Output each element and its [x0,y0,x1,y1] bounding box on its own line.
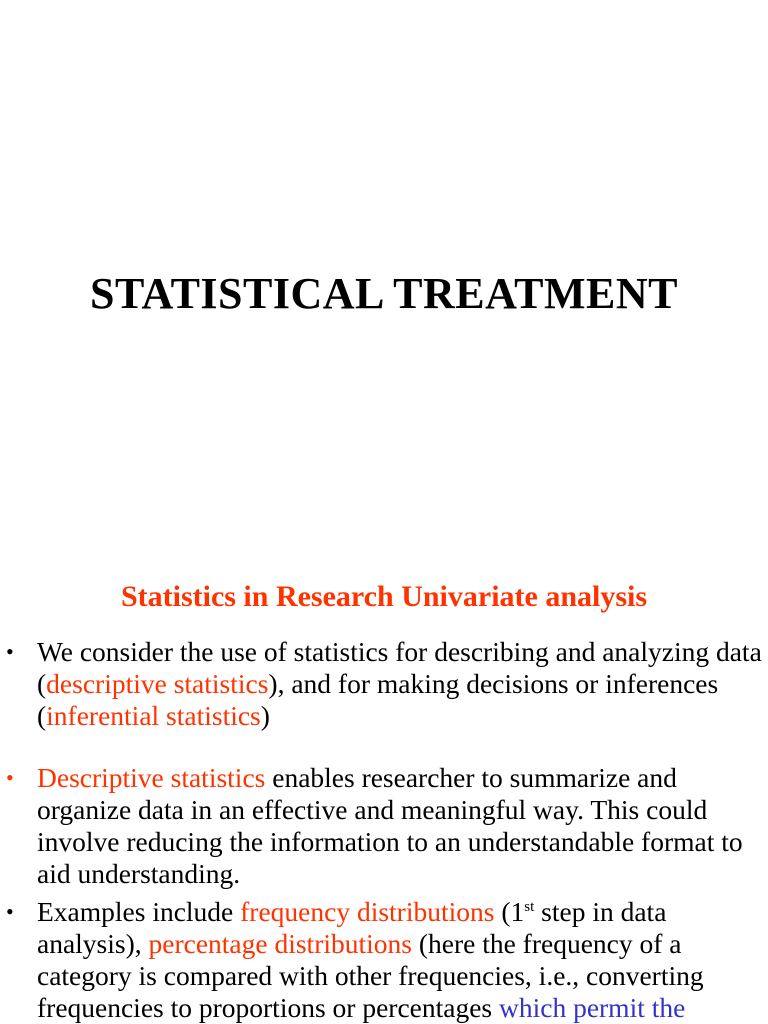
bullet-text: step in data analysis), [37,896,667,959]
highlight-term: percentage distributions [148,928,412,959]
bullet-text: enables researcher to summarize and organize data in an effective and meaningful way. This could involve reducing the information to an understandable format to aid understanding. [37,762,743,889]
highlight-term-blue: which permit the [498,992,686,1023]
bullet-marker: • [6,765,14,790]
highlight-term: frequency distributions [240,896,495,927]
section-heading: Statistics in Research Univariate analysis [120,580,648,613]
highlight-term: descriptive statistics [46,668,269,699]
bullet-list [0,636,768,1024]
bullet-marker: • [6,639,14,664]
slide-title: STATISTICAL TREATMENT [90,269,678,318]
bullet-item [0,896,768,1024]
bullet-text: ) [260,700,270,731]
bullet-text: ), and for making decisions or inferences ( [37,668,719,731]
highlight-term: Descriptive statistics [37,762,266,793]
bullet-item [0,762,768,890]
bullet-marker: • [6,899,14,924]
highlight-term: inferential statistics [46,700,261,731]
superscript: st [524,898,535,915]
bullet-text: Examples include [37,896,241,927]
bullet-text: (here the frequency of a category is compared with other frequencies, i.e., converting frequencies to proportions or percentages [37,928,704,1023]
bullet-text: (1 [494,896,525,927]
bullet-item [0,636,768,732]
bullet-text: We consider the use of statistics for describing and analyzing data ( [37,636,762,699]
